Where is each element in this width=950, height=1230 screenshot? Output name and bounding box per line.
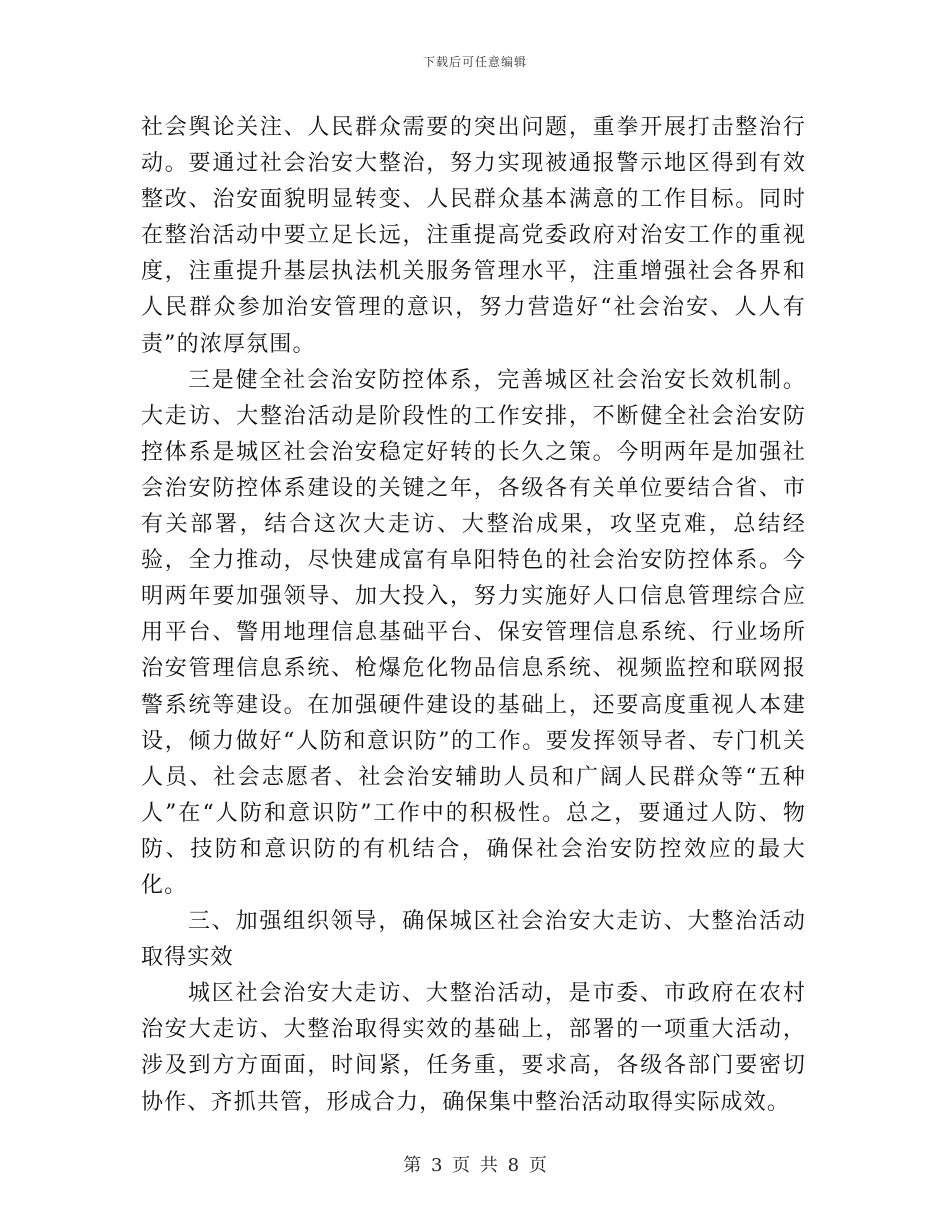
page-number: 第 3 页 共 8 页 [403,1155,547,1176]
paragraph-2: 三是健全社会治安防控体系，完善城区社会治安长效机制。大走访、大整治活动是阶段性的工作安排，不断健全社会治安防控体系是城区社会治安稳定好转的长久之策。今明两年是加强社会治安防控体系建设的关键之年，各级各有关单位要结合省、市有关部署，结合这次大走访、大整治成果，攻坚克难，总结经验，全力推动，尽快建成富有阜阳特色的社会治安防控体系。今明两年要加强领导、加大投入，努力实施好人口信息管理综合应用平台、警用地理信息基础平台、保安管理信息系统、行业场所治安管理信息系统、枪爆危化物品信息系统、视频监控和联网报警系统等建设。在加强硬件建设的基础上，还要高度重视人本建设，倾力做好“人防和意识防”的工作。要发挥领导者、专门机关人员、社会志愿者、社会治安辅助人员和广阔人民群众等“五种人”在“人防和意识防”工作中的积极性。总之，要通过人防、物防、技防和意识防的有机结合，确保社会治安防控效应的最大化。 [141,367,806,898]
section-heading: 三、加强组织领导，确保城区社会治安大走访、大整治活动取得实效 [141,909,806,971]
page-header-note: 下载后可任意编辑 [422,55,527,69]
paragraph-1: 社会舆论关注、人民群众需要的突出问题，重拳开展打击整治行动。要通过社会治安大整治，努力实现被通报警示地区得到有效整改、治安面貌明显转变、人民群众基本满意的工作目标。同时在整治活动中要立足长远，注重提高党委政府对治安工作的重视度，注重提升基层执法机关服务管理水平，注重增强社会各界和人民群众参加治安管理的意识，努力营造好“社会治安、人人有责”的浓厚氛围。 [141,115,806,357]
paragraph-3: 城区社会治安大走访、大整治活动，是市委、市政府在农村治安大走访、大整治取得实效的基础上，部署的一项重大活动，涉及到方方面面，时间紧，任务重，要求高，各级各部门要密切协作、齐抓共管，形成合力，确保集中整治活动取得实际成效。 [141,981,806,1115]
document-body [141,110,806,1121]
